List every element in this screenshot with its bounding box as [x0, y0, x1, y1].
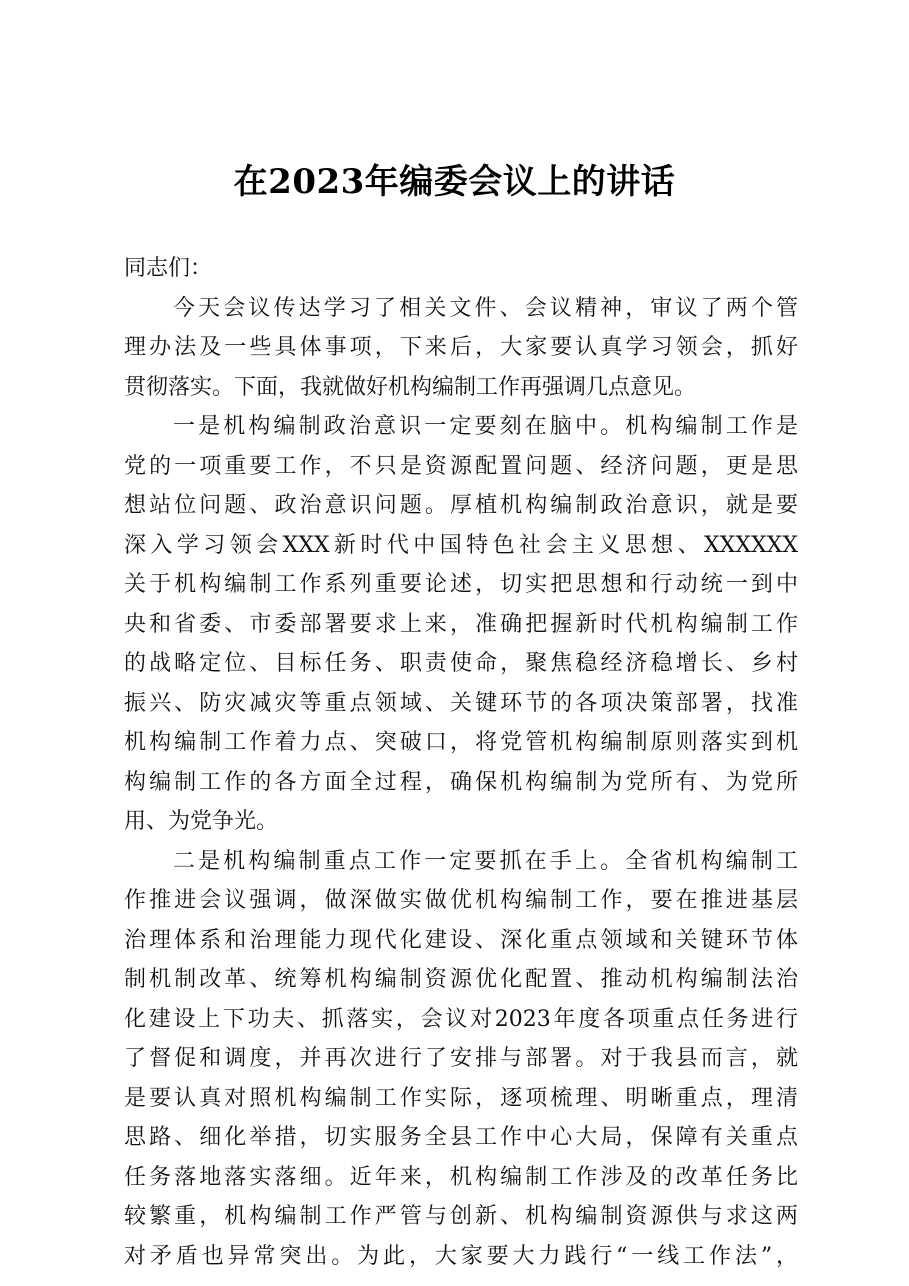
paragraph-line: 理办法及一些具体事项，下来后，大家要认真学习领会，抓好 — [124, 335, 798, 360]
document-body — [124, 249, 798, 1276]
paragraph-3 — [124, 842, 798, 1277]
paragraph-line: 制机制改革、统筹机构编制资源优化配置、推动机构编制法治 — [124, 967, 798, 992]
paragraph-line: 作推进会议强调，做深做实做优机构编制工作，要在推进基层 — [124, 888, 798, 913]
paragraph-line: 对矛盾也异常突出。为此，大家要大力践行“一线工作法”， — [124, 1243, 798, 1269]
paragraph-line: 党的一项重要工作，不只是资源配置问题、经济问题，更是思 — [124, 453, 798, 479]
paragraph-line: 构编制工作的各方面全过程，确保机构编制为党所有、为党所 — [124, 769, 798, 795]
paragraph-line: 了督促和调度，并再次进行了安排与部署。对于我县而言，就 — [124, 1046, 798, 1071]
document-title: 在2023年编委会议上的讲话 — [233, 162, 676, 202]
paragraph-line: 一是机构编制政治意识一定要刻在脑中。机构编制工作是 — [173, 414, 798, 439]
paragraph-line: 想站位问题、政治意识问题。厚植机构编制政治意识，就是要 — [124, 493, 798, 518]
paragraph-line: 振兴、防灾减灾等重点领域、关键环节的各项决策部署，找准 — [124, 690, 798, 716]
paragraph-line: 用、为党争光。 — [124, 809, 279, 834]
paragraph-line: 思路、细化举措，切实服务全县工作中心大局，保障有关重点 — [124, 1125, 798, 1150]
paragraph-line: 的战略定位、目标任务、职责使命，聚焦稳经济稳增长、乡村 — [124, 651, 798, 676]
paragraph-line: 任务落地落实落细。近年来，机构编制工作涉及的改革任务比 — [124, 1164, 798, 1190]
paragraph-line: 是要认真对照机构编制工作实际，逐项梳理、明晰重点，理清 — [124, 1085, 798, 1111]
paragraph-line: 贯彻落实。下面，我就做好机构编制工作再强调几点意见。 — [124, 374, 697, 400]
salutation: 同志们： — [124, 256, 213, 281]
paragraph-line: 央和省委、市委部署要求上来，准确把握新时代机构编制工作 — [124, 611, 798, 637]
paragraph-1 — [124, 289, 798, 408]
paragraph-line: 二是机构编制重点工作一定要抓在手上。全省机构编制工 — [173, 848, 798, 874]
paragraph-line: 深入学习领会XXX新时代中国特色社会主义思想、XXXXXX — [124, 532, 798, 558]
paragraph-line: 机构编制工作着力点、突破口，将党管机构编制原则落实到机 — [124, 730, 798, 755]
paragraph-line: 治理体系和治理能力现代化建设、深化重点领域和关键环节体 — [124, 927, 798, 953]
paragraph-line: 关于机构编制工作系列重要论述，切实把思想和行动统一到中 — [124, 572, 798, 597]
paragraph-line: 今天会议传达学习了相关文件、会议精神，审议了两个管 — [173, 295, 798, 321]
paragraph-line: 较繁重，机构编制工作严管与创新、机构编制资源供与求这两 — [124, 1204, 798, 1229]
paragraph-line: 化建设上下功夫、抓落实，会议对2023年度各项重点任务进行 — [124, 1006, 798, 1032]
paragraph-2 — [124, 407, 798, 842]
